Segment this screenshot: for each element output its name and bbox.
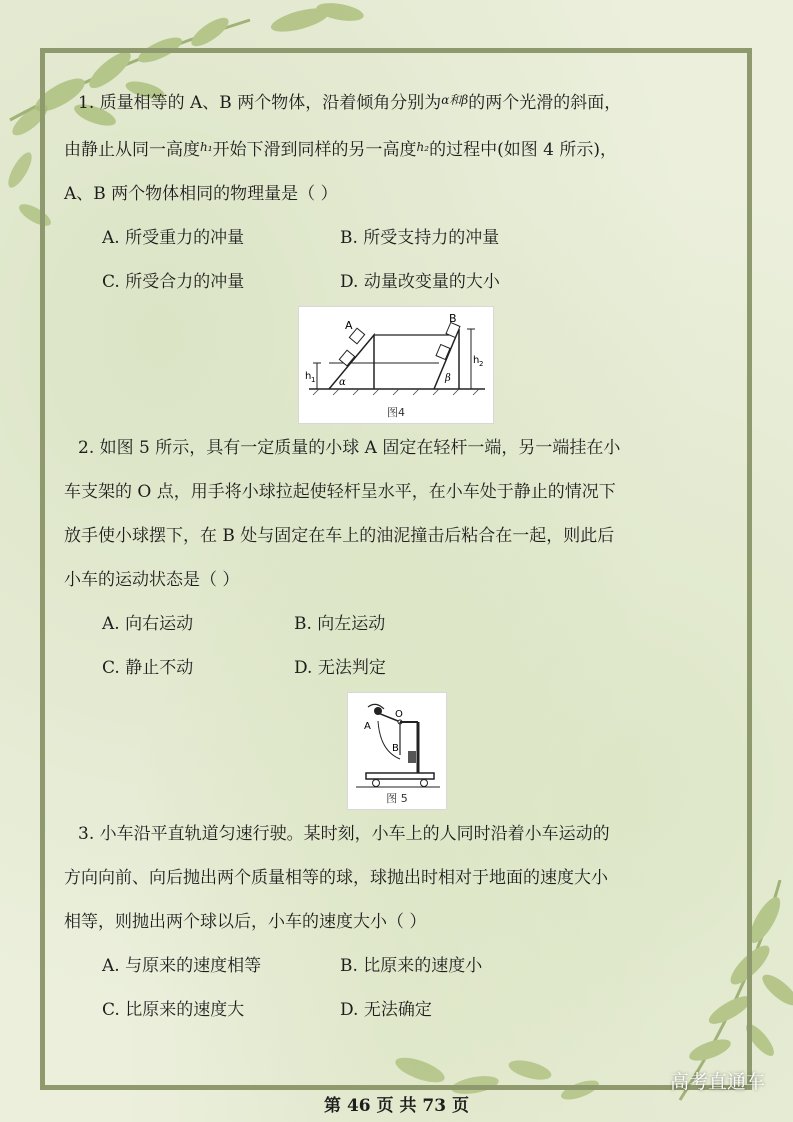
- question-line: 小车的运动状态是（ ）: [64, 570, 240, 590]
- option-a[interactable]: A. 与原来的速度相等: [102, 956, 262, 976]
- label-beta: β: [445, 373, 451, 384]
- question-line: [64, 125, 728, 172]
- label-a: A: [345, 319, 353, 332]
- label-h1-sub: 1: [311, 376, 316, 384]
- label-a: A: [364, 721, 371, 732]
- question-line: 车支架的 O 点，用手将小球拉起使轻杆呈水平，在小车处于静止的情况下: [64, 482, 616, 502]
- options-row: [64, 602, 728, 646]
- question-line: 2. 如图 5 所示，具有一定质量的小球 A 固定在轻杆一端，另一端挂在小: [78, 438, 621, 458]
- option-d[interactable]: D. 动量改变量的大小: [340, 272, 500, 292]
- option-c[interactable]: C. 静止不动: [102, 658, 194, 678]
- question-line: 3. 小车沿平直轨道匀速行驶。某时刻，小车上的人同时沿着小车运动的: [78, 824, 610, 844]
- page-number-footer: 第 46 页 共 73 页: [324, 1096, 469, 1116]
- label-alpha: α: [339, 377, 346, 388]
- figure-4: [298, 306, 494, 424]
- figure-caption: 图 5: [386, 792, 408, 805]
- question-1: [64, 78, 728, 424]
- question-2: [64, 426, 728, 810]
- option-b[interactable]: B. 所受支持力的冲量: [340, 228, 500, 248]
- options-row: [64, 216, 728, 260]
- label-o: O: [395, 709, 403, 720]
- label-b: B: [392, 743, 399, 754]
- question-text: 的过程中(如图 4 所示)，: [429, 140, 617, 160]
- label-h1: h: [305, 371, 312, 382]
- option-c[interactable]: C. 比原来的速度大: [102, 1000, 245, 1020]
- label-b: B: [449, 312, 457, 325]
- question-text: 由静止从同一高度: [64, 140, 200, 160]
- height-symbol: h₁: [200, 140, 213, 154]
- question-line: 相等，则抛出两个球以后，小车的速度大小（ ）: [64, 912, 427, 932]
- question-line: 放手使小球摆下，在 B 处与固定在车上的油泥撞击后粘合在一起，则此后: [64, 526, 615, 546]
- label-h2: h: [473, 355, 480, 366]
- option-b[interactable]: B. 向左运动: [294, 614, 386, 634]
- question-line: [64, 78, 728, 125]
- options-row: [64, 944, 728, 988]
- question-3: [64, 812, 728, 1032]
- question-line: A、B 两个物体相同的物理量是（ ）: [64, 184, 338, 204]
- option-a[interactable]: A. 向右运动: [102, 614, 194, 634]
- option-c[interactable]: C. 所受合力的冲量: [102, 272, 245, 292]
- options-row: [64, 260, 728, 304]
- watermark: 高考直通车: [669, 1071, 765, 1093]
- options-row: [64, 988, 728, 1032]
- question-text: 1. 质量相等的 A、B 两个物体，沿着倾角分别为: [78, 93, 442, 113]
- option-b[interactable]: B. 比原来的速度小: [340, 956, 483, 976]
- question-text: 开始下滑到同样的另一高度: [212, 140, 417, 160]
- options-row: [64, 646, 728, 690]
- option-a[interactable]: A. 所受重力的冲量: [102, 228, 245, 248]
- question-line: 方向向前、向后抛出两个质量相等的球，球抛出时相对于地面的速度大小: [64, 868, 608, 888]
- height-symbol: h₂: [416, 140, 430, 154]
- option-d[interactable]: D. 无法确定: [340, 1000, 432, 1020]
- inclined-planes-diagram: [299, 307, 493, 407]
- angle-symbols: α和β: [441, 93, 469, 107]
- document-content: [64, 78, 728, 1032]
- pendulum-cart-diagram: [348, 693, 446, 793]
- question-text: 的两个光滑的斜面，: [468, 93, 622, 113]
- option-d[interactable]: D. 无法判定: [294, 658, 386, 678]
- figure-caption: 图4: [387, 406, 405, 419]
- figure-5: [347, 692, 447, 810]
- label-h2-sub: 2: [479, 360, 484, 368]
